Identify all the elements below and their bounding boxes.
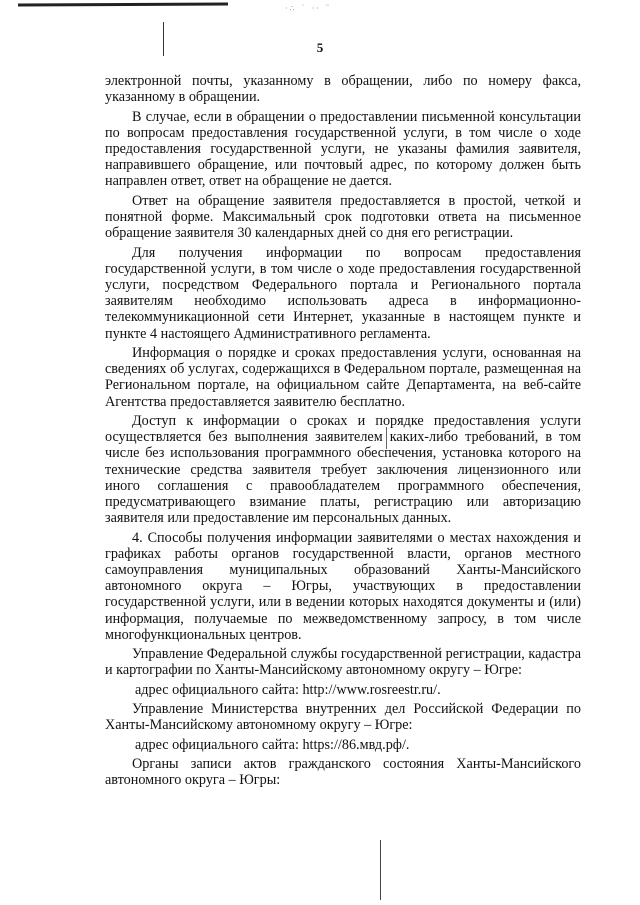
paragraph-section-4: 4. Способы получения информации заявителями о местах нахождения и графиках работы органов государственной власти, органов местного самоуправления муниципальных образований Ханты-Мансийского автономного округа – Югры, участвующих в предоставлении государственной услуги, или в ведении которых находятся документы и (или) информация, получаемые по межведомственному запросу, в том числе многофункциональных центров.: [105, 529, 581, 643]
scan-artifact-top-line: [18, 2, 228, 6]
paragraph-response-form: Ответ на обращение заявителя предоставляется в простой, четкой и понятной форме. Максимальный срок подготовки ответа на письменное обращение заявителя 30 календарных дней со дня его регистрации.: [105, 192, 581, 242]
paragraph-zags-office: Органы записи актов гражданского состояния Ханты-Мансийского автономного округа – Югры:: [105, 756, 581, 789]
mvd-site-address: адрес официального сайта: https://86.мвд.рф/.: [135, 736, 410, 753]
paragraph-anonymous-request: В случае, если в обращении о предоставлении письменной консультации по вопросам предоставления государственной услуги, в том числе о ходе предоставления государственной услуги, не указаны фамилия заявителя, направившего обращение, или почтовый адрес, по которому должен быть направлен ответ, ответ на обращение не дается.: [105, 108, 581, 190]
page-number: 5: [316, 40, 324, 55]
paragraph-free-info: Информация о порядке и сроках предоставления услуги, основанная на сведениях об услугах, содержащихся в Федеральном портале, размещенная на Региональном портале, на официальном сайте Департамента, на веб-сайте Агентства предоставляется заявителю бесплатно.: [105, 345, 581, 410]
paragraph-mvd-office: Управление Министерства внутренних дел Российской Федерации по Ханты-Мансийскому автономному округу – Югре:: [105, 701, 581, 734]
scan-artifact-specks: ·∴ ˙ ·· ¨: [285, 4, 332, 13]
document-body: [105, 73, 581, 792]
rosreestr-site-address: адрес официального сайта: http://www.rosreestr.ru/.: [135, 681, 441, 698]
scan-artifact-bottom-mark: [380, 840, 381, 900]
paragraph-continuation: электронной почты, указанному в обращении, либо по номеру факса, указанному в обращении.: [105, 73, 581, 106]
paragraph-portal-info: Для получения информации по вопросам предоставления государственной услуги, в том числе о ходе предоставления государственной услуги, посредством Федерального портала и Регионального портала заявителям необходимо использовать адреса в информационно-телекоммуникационной сети Интернет, указанные в настоящем пункте и пункте 4 настоящего Административного регламента.: [105, 244, 581, 342]
paragraph-access-conditions: Доступ к информации о сроках и порядке предоставления услуги осуществляется без выполнения заявителем каких-либо требований, в том числе без использования программного обеспечения, установка которого на технические средства заявителя требует заключения лицензионного или иного соглашения с правообладателем программного обеспечения, предусматривающего взимание платы, регистрацию или авторизацию заявителя или предоставление им персональных данных.: [105, 413, 581, 527]
paragraph-rosreestr-office: Управление Федеральной службы государственной регистрации, кадастра и картографии по Ханты-Мансийскому автономному округу – Югре:: [105, 646, 581, 679]
